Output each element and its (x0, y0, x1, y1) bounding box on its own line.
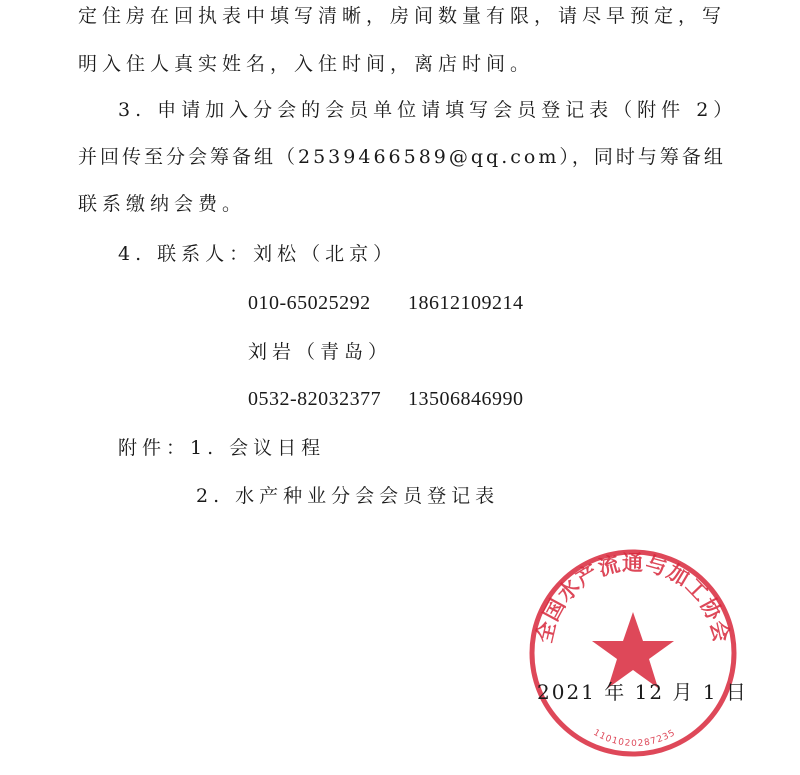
seal-code: 1101020287235 (591, 727, 678, 750)
beijing-mobile: 18612109214 (408, 292, 524, 314)
item-3-line: 并回传至分会筹备组（2539466589@qq.com），同时与筹备组 (78, 146, 726, 168)
paragraph-line: 明入住人真实姓名，入住时间，离店时间。 (78, 53, 535, 75)
attachment-item: 2. 水产种业分会会员登记表 (196, 485, 500, 507)
seal-text: 全国水产流通与加工协会 (532, 550, 734, 646)
attachments-label: 附件：1. 会议日程 (118, 437, 326, 459)
qingdao-contact-name: 刘岩（青岛） (248, 341, 393, 363)
beijing-landline: 010-65025292 (248, 292, 371, 314)
paragraph-line: 定住房在回执表中填写清晰，房间数量有限，请尽早预定，写 (78, 5, 727, 27)
item-3-line: 3. 申请加入分会的会员单位请填写会员登记表（附件 2） (118, 99, 738, 121)
signature-date: 2021 年 12 月 1 日 (537, 680, 748, 704)
qingdao-mobile: 13506846990 (408, 388, 524, 410)
contacts-heading: 4. 联系人：刘松（北京） (118, 243, 398, 265)
official-seal (528, 548, 738, 758)
item-3-line: 联系缴纳会费。 (78, 193, 247, 215)
qingdao-landline: 0532-82032377 (248, 388, 382, 410)
